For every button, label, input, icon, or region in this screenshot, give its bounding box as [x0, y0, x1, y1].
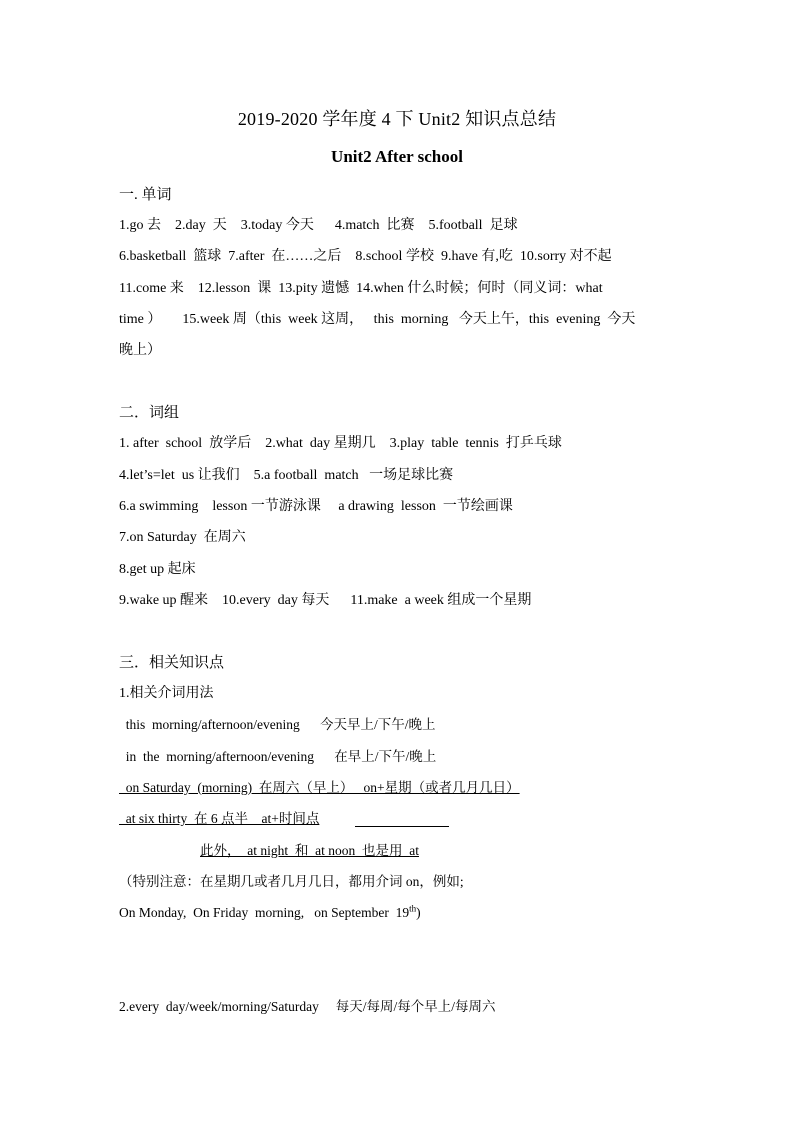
note-end: ) [416, 905, 421, 920]
preposition-line-underlined: on Saturday (morning) 在周六（早上） on+星期（或者几月几日） [119, 780, 520, 795]
note-text: On Monday, On Friday morning, on September 19 [119, 905, 410, 920]
phrase-line: 7.on Saturday 在周六 [119, 530, 246, 545]
vocab-line: 6.basketball 篮球 7.after 在……之后 8.school 学校 9.have 有,吃 10.sorry 对不起 [119, 249, 612, 264]
vocab-line: 晚上） [119, 343, 161, 358]
phrase-line: 4.let’s=let us 让我们 5.a football match 一场足球比赛 [119, 468, 454, 483]
phrase-line: 9.wake up 醒来 10.every day 每天 11.make a week 组成一个星期 [119, 593, 532, 608]
section1-heading: 一. 单词 [119, 187, 172, 203]
vocab-line: time ） 15.week 周（this week 这周， this morning 今天上午，this evening 今天 [119, 312, 636, 327]
preposition-line: in the morning/afternoon/evening 在早上/下午/晚上 [119, 749, 437, 764]
phrase-line: 6.a swimming lesson 一节游泳课 a drawing lesson 一节绘画课 [119, 499, 513, 514]
preposition-note: 此外， at night 和 at noon 也是用 at [200, 843, 419, 858]
note-superscript: th [409, 903, 417, 914]
phrase-line: 8.get up 起床 [119, 562, 196, 577]
underline-rule [355, 826, 449, 827]
vocab-line: 1.go 去 2.day 天 3.today 今天 4.match 比赛 5.football 足球 [119, 218, 518, 233]
note-line: （特别注意：在星期几或者几月几日，都用介词 on，例如; [119, 874, 464, 889]
note-line [119, 903, 421, 923]
section2-heading: 二．词组 [119, 405, 180, 421]
preposition-line: this morning/afternoon/evening 今天早上/下午/晚上 [119, 717, 436, 732]
subsection-title: 2.every day/week/morning/Saturday 每天/每周/每个早上/每周六 [119, 999, 496, 1014]
vocab-line: 11.come 来 12.lesson 课 13.pity 遗憾 14.when 什么时候；何时（同义词：what [119, 281, 603, 296]
subsection-title: 1.相关介词用法 [119, 686, 214, 701]
document-subtitle: Unit2 After school [331, 147, 463, 166]
preposition-line-underlined: at six thirty 在 6 点半 at+时间点 [119, 811, 320, 826]
phrase-line: 1. after school 放学后 2.what day 星期几 3.play table tennis 打乒乓球 [119, 436, 562, 451]
section3-heading: 三．相关知识点 [119, 655, 225, 671]
document-title: 2019-2020 学年度 4 下 Unit2 知识点总结 [237, 109, 557, 129]
